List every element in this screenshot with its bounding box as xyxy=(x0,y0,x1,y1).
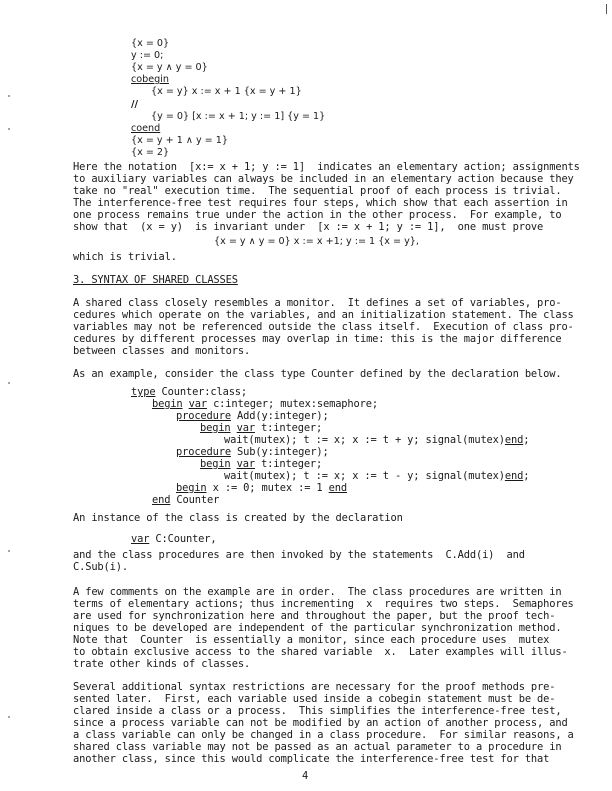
keyword-coend: coend xyxy=(131,123,161,134)
keyword: begin xyxy=(152,398,183,410)
margin-dot xyxy=(8,128,10,130)
code-text: c:integer; mutex:semaphore; xyxy=(206,398,378,410)
text-line: C.Sub(i). xyxy=(73,561,128,573)
text-line: An instance of the class is created by the declaration xyxy=(73,512,403,524)
text-line: sented later. First, each variable used inside a cobegin statement must be de- xyxy=(73,693,556,705)
code-line xyxy=(176,482,347,494)
code-text: ; xyxy=(523,470,530,482)
code-text: wait(mutex); t := x; x := t + y; signal(mutex) xyxy=(224,434,505,446)
assertion-line: {x = 2} xyxy=(131,147,170,158)
code-line xyxy=(224,434,529,446)
text-line: show that (x = y) is invariant under [x := x + 1; y := 1], one must prove xyxy=(73,221,544,233)
text-line: and the class procedures are then invoked by the statements C.Add(i) and xyxy=(73,549,525,561)
code-text: x := 0; mutex := 1 xyxy=(206,482,329,494)
code-text: ; xyxy=(523,434,530,446)
keyword: procedure xyxy=(176,410,231,422)
code-text: C:Counter, xyxy=(149,533,217,545)
keyword: var xyxy=(131,533,150,545)
margin-dot xyxy=(8,716,10,718)
text-line: cedures which operate on the variables, and an initialization statement. The class xyxy=(73,309,574,321)
process-line: {x = y} x := x + 1 {x = y + 1} xyxy=(151,86,302,97)
keyword: end xyxy=(152,494,171,506)
keyword: var xyxy=(188,398,207,410)
keyword: type xyxy=(131,386,156,398)
code-line xyxy=(176,410,329,422)
assertion-line: {x = 0} xyxy=(131,38,170,49)
code-text: wait(mutex); t := x; x := t - y; signal(mutex) xyxy=(224,470,505,482)
text-line: a class variable can only be changed in a class procedure. For similar reasons, a xyxy=(73,729,574,741)
text-line: take no "real" execution time. The sequential proof of each process is trivial. xyxy=(73,185,562,197)
code-text: Add(y:integer); xyxy=(230,410,329,422)
text-line: Note that Counter is essentially a monitor, since each procedure uses mutex xyxy=(73,634,550,646)
code-line xyxy=(200,422,322,434)
text-line: A shared class closely resembles a monitor. It defines a set of variables, pro- xyxy=(73,297,562,309)
keyword: end xyxy=(328,482,347,494)
text-line: niques to be developed are independent of the particular synchronization method. xyxy=(73,622,562,634)
code-line xyxy=(176,446,329,458)
keyword: var xyxy=(236,458,255,470)
text-line: cedures by different processes may overlap in time: this is the major difference xyxy=(73,333,562,345)
section-heading: 3. SYNTAX OF SHARED CLASSES xyxy=(73,274,238,286)
text-line: to auxiliary variables can always be included in an elementary action because they xyxy=(73,173,574,185)
keyword: begin xyxy=(200,458,231,470)
margin-dot xyxy=(8,95,10,97)
text-line: As an example, consider the class type Counter defined by the declaration below. xyxy=(73,368,562,380)
process-line: {y = 0} [x := x + 1; y := 1] {y = 1} xyxy=(151,111,326,122)
code-text: Sub(y:integer); xyxy=(230,446,329,458)
text-line: Several additional syntax restrictions are necessary for the proof methods pre- xyxy=(73,681,556,693)
proof-formula: {x = y ∧ y = 0} x := x +1; y := 1 {x = y}, xyxy=(214,236,419,247)
text-line: between classes and monitors. xyxy=(73,345,251,357)
text-line: to obtain exclusive access to the shared variable x. Later examples will illus- xyxy=(73,646,568,658)
code-line xyxy=(200,458,322,470)
text-line: terms of elementary actions; thus incrementing x requires two steps. Semaphores xyxy=(73,598,574,610)
declaration-line xyxy=(131,533,217,545)
code-line xyxy=(152,494,219,506)
code-line xyxy=(131,386,247,398)
statement-line: y := 0; xyxy=(131,50,164,61)
keyword: var xyxy=(236,422,255,434)
margin-dot xyxy=(8,550,10,552)
code-text: t:integer; xyxy=(254,458,323,470)
keyword: begin xyxy=(176,482,207,494)
text-line: which is trivial. xyxy=(73,251,177,263)
keyword: end xyxy=(504,470,524,482)
text-line: The interference-free test requires four steps, which show that each assertion in xyxy=(73,197,568,209)
keyword: procedure xyxy=(176,446,231,458)
text-line: since a process variable can not be modified by an action of another process, and xyxy=(73,717,568,729)
text-line: trate other kinds of classes. xyxy=(73,658,251,670)
text-line: clared inside a class or a process. This simplifies the interference-free test, xyxy=(73,705,562,717)
margin-mark xyxy=(606,4,607,14)
page-number: 4 xyxy=(302,770,309,782)
text-line: variables may not be referenced outside the class itself. Execution of class pro- xyxy=(73,321,574,333)
keyword: end xyxy=(504,434,524,446)
keyword-cobegin: cobegin xyxy=(131,74,169,85)
text-line: one process remains true under the action in the other process. For example, to xyxy=(73,209,562,221)
margin-dot xyxy=(8,382,10,384)
keyword: begin xyxy=(200,422,231,434)
code-text: Counter:class; xyxy=(155,386,248,398)
parallel-separator: // xyxy=(131,99,139,110)
code-line xyxy=(152,398,378,410)
text-line: are used for synchronization here and throughout the paper, but the proof tech- xyxy=(73,610,556,622)
text-line: another class, since this would complicate the interference-free test for that xyxy=(73,753,550,765)
code-text: t:integer; xyxy=(254,422,323,434)
text-line: Here the notation [x:= x + 1; y := 1] indicates an elementary action; assignments xyxy=(73,161,580,173)
code-text: Counter xyxy=(170,494,220,506)
text-line: shared class variable may not be passed as an actual parameter to a procedure in xyxy=(73,741,562,753)
assertion-line: {x = y + 1 ∧ y = 1} xyxy=(131,135,228,146)
code-line xyxy=(224,470,529,482)
text-line: A few comments on the example are in order. The class procedures are written in xyxy=(73,586,562,598)
assertion-line: {x = y ∧ y = 0} xyxy=(131,62,208,73)
